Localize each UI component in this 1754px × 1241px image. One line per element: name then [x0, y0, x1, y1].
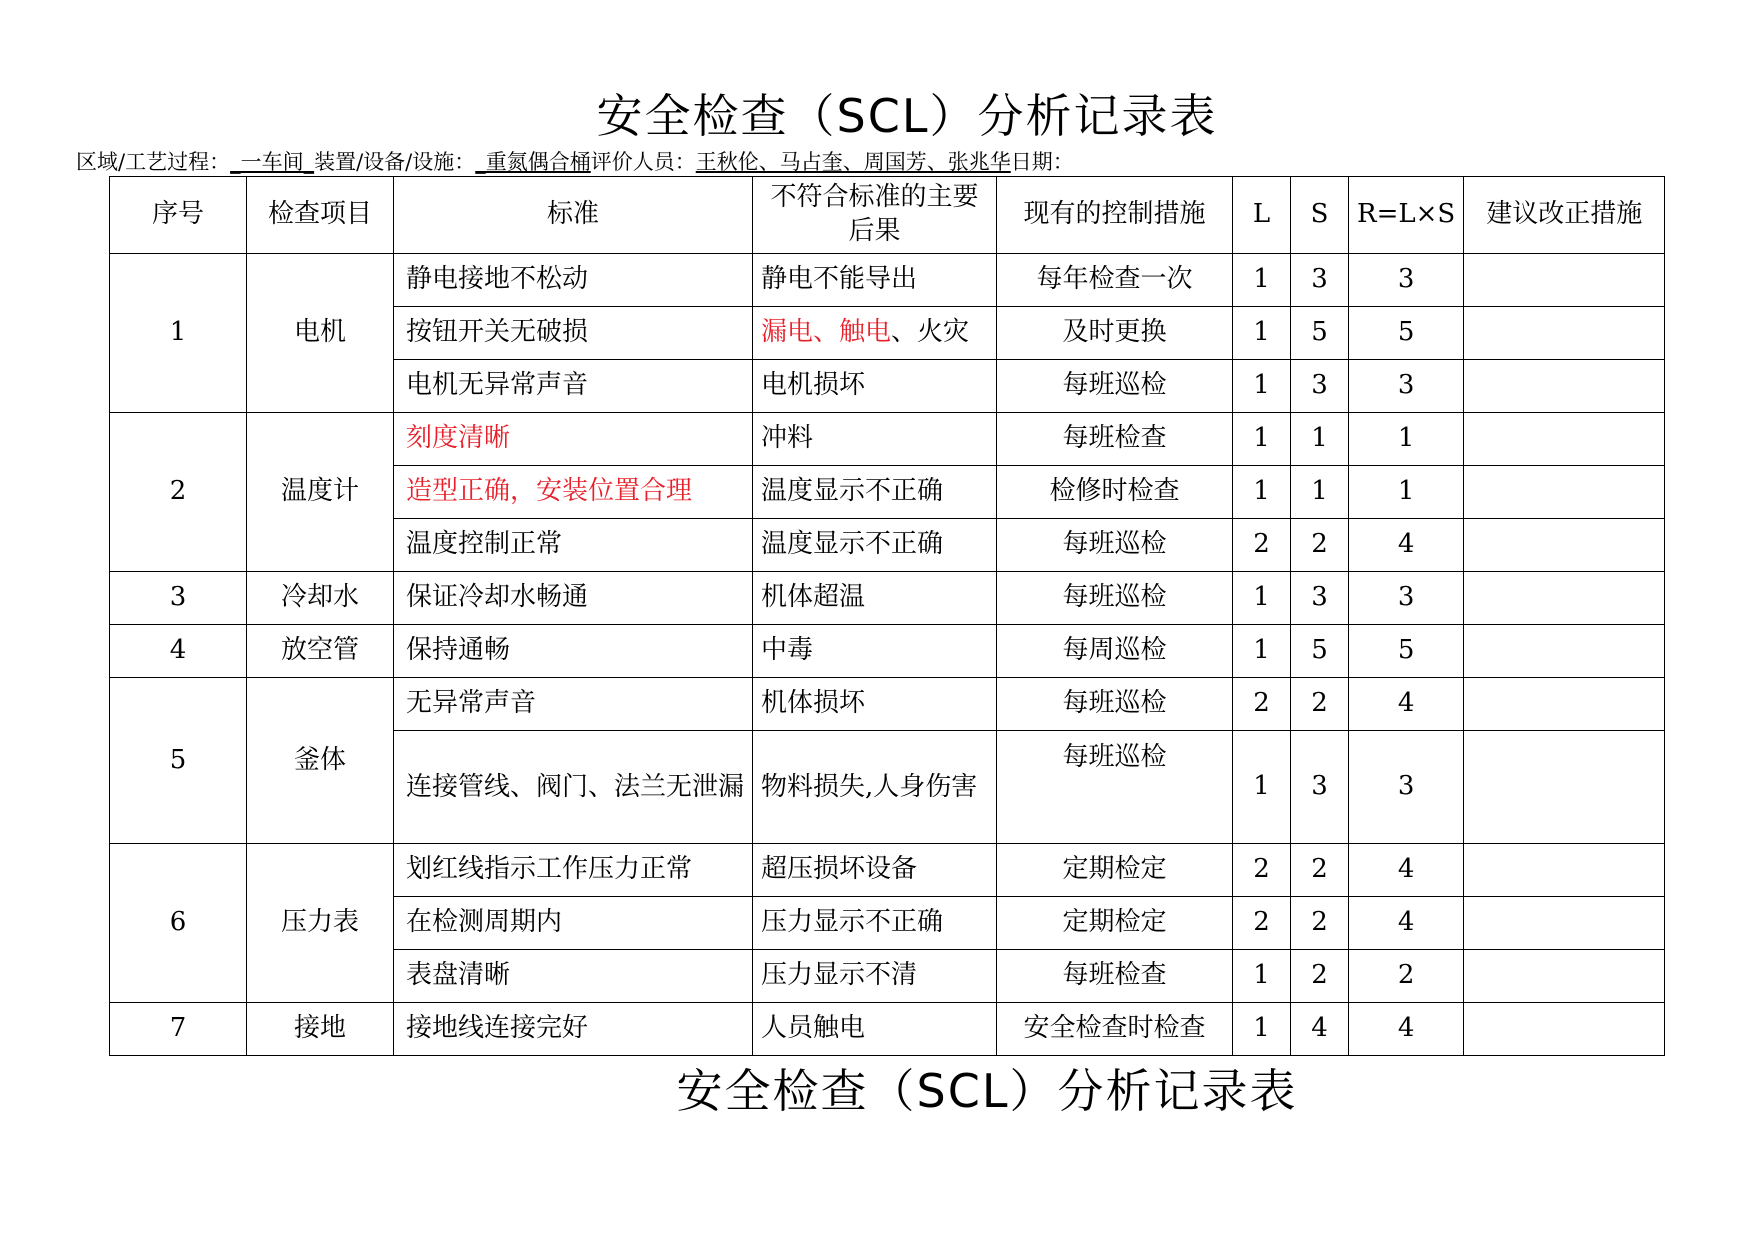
- row-s: 1: [1291, 413, 1349, 466]
- table-row: [110, 678, 1665, 731]
- row-consequence: 物料损失,人身伤害: [753, 731, 997, 844]
- table-row: [110, 844, 1665, 897]
- row-standard: 造型正确，安装位置合理: [394, 466, 753, 519]
- row-standard: 保持通畅: [394, 625, 753, 678]
- row-suggest: [1464, 1003, 1665, 1056]
- row-control: 每班巡检: [997, 519, 1233, 572]
- row-l: 1: [1233, 307, 1291, 360]
- row-suggest: [1464, 625, 1665, 678]
- row-item: 压力表: [247, 844, 394, 1003]
- row-s: 3: [1291, 731, 1349, 844]
- row-r: 5: [1349, 307, 1464, 360]
- row-s: 2: [1291, 519, 1349, 572]
- row-suggest: [1464, 360, 1665, 413]
- row-consequence: 中毒: [753, 625, 997, 678]
- row-consequence: 人员触电: [753, 1003, 997, 1056]
- row-no: 5: [110, 678, 247, 844]
- header-r: R=L×S: [1349, 177, 1464, 254]
- row-s: 2: [1291, 678, 1349, 731]
- row-consequence: 机体超温: [753, 572, 997, 625]
- row-control: 检修时检查: [997, 466, 1233, 519]
- row-s: 3: [1291, 360, 1349, 413]
- row-r: 1: [1349, 466, 1464, 519]
- area-value: _一车间_: [230, 150, 315, 174]
- header-consequence: 不符合标准的主要后果: [753, 177, 997, 254]
- table-row: [110, 413, 1665, 466]
- area-label: 区域/工艺过程：: [76, 150, 231, 174]
- row-s: 5: [1291, 307, 1349, 360]
- row-control: 每班巡检: [997, 731, 1233, 844]
- row-item: 放空管: [247, 625, 394, 678]
- row-l: 1: [1233, 731, 1291, 844]
- row-l: 2: [1233, 519, 1291, 572]
- row-r: 4: [1349, 844, 1464, 897]
- table-row: [110, 572, 1665, 625]
- row-standard: 温度控制正常: [394, 519, 753, 572]
- row-no: 1: [110, 254, 247, 413]
- row-control: 每班巡检: [997, 678, 1233, 731]
- consequence-rest: 、火灾: [891, 317, 970, 348]
- row-no: 2: [110, 413, 247, 572]
- row-standard: 接地线连接完好: [394, 1003, 753, 1056]
- row-r: 4: [1349, 678, 1464, 731]
- row-control: 定期检定: [997, 897, 1233, 950]
- row-item: 釜体: [247, 678, 394, 844]
- row-item: 冷却水: [247, 572, 394, 625]
- row-r: 1: [1349, 413, 1464, 466]
- header-l: L: [1233, 177, 1291, 254]
- row-suggest: [1464, 307, 1665, 360]
- row-r: 4: [1349, 1003, 1464, 1056]
- row-control: 每班巡检: [997, 360, 1233, 413]
- row-l: 1: [1233, 950, 1291, 1003]
- header-suggest: 建议改正措施: [1464, 177, 1665, 254]
- row-r: 3: [1349, 360, 1464, 413]
- form-meta: [76, 146, 1074, 176]
- row-r: 4: [1349, 897, 1464, 950]
- repeated-title: 安全检查（SCL）分析记录表: [676, 1064, 1298, 1118]
- header-no: 序号: [110, 177, 247, 254]
- row-suggest: [1464, 413, 1665, 466]
- row-consequence: 压力显示不正确: [753, 897, 997, 950]
- row-s: 1: [1291, 466, 1349, 519]
- header-control: 现有的控制措施: [997, 177, 1233, 254]
- row-standard: 按钮开关无破损: [394, 307, 753, 360]
- header-s: S: [1291, 177, 1349, 254]
- row-standard: 连接管线、阀门、法兰无泄漏: [394, 731, 753, 844]
- row-s: 3: [1291, 572, 1349, 625]
- row-standard: 无异常声音: [394, 678, 753, 731]
- row-control: 每班检查: [997, 950, 1233, 1003]
- row-consequence: 压力显示不清: [753, 950, 997, 1003]
- evaluator-value: 王秋伦、马占奎、周国芳、张兆华: [695, 150, 1011, 174]
- row-control: 每班巡检: [997, 572, 1233, 625]
- row-r: 3: [1349, 254, 1464, 307]
- row-item: 接地: [247, 1003, 394, 1056]
- row-standard: 保证冷却水畅通: [394, 572, 753, 625]
- row-s: 2: [1291, 844, 1349, 897]
- row-consequence: 静电不能导出: [753, 254, 997, 307]
- header-standard: 标准: [394, 177, 753, 254]
- row-suggest: [1464, 572, 1665, 625]
- row-l: 1: [1233, 625, 1291, 678]
- table-header-row: [110, 177, 1665, 254]
- row-l: 1: [1233, 1003, 1291, 1056]
- row-suggest: [1464, 731, 1665, 844]
- row-suggest: [1464, 678, 1665, 731]
- row-suggest: [1464, 519, 1665, 572]
- row-control: 每周巡检: [997, 625, 1233, 678]
- row-l: 1: [1233, 413, 1291, 466]
- row-no: 4: [110, 625, 247, 678]
- row-standard: 电机无异常声音: [394, 360, 753, 413]
- row-consequence: 冲料: [753, 413, 997, 466]
- row-r: 3: [1349, 731, 1464, 844]
- row-consequence: 温度显示不正确: [753, 519, 997, 572]
- row-r: 2: [1349, 950, 1464, 1003]
- row-r: 3: [1349, 572, 1464, 625]
- row-consequence: [753, 307, 997, 360]
- table-row: [110, 625, 1665, 678]
- row-item: 电机: [247, 254, 394, 413]
- row-l: 1: [1233, 572, 1291, 625]
- row-standard: 在检测周期内: [394, 897, 753, 950]
- row-consequence: 电机损坏: [753, 360, 997, 413]
- row-l: 1: [1233, 466, 1291, 519]
- row-no: 7: [110, 1003, 247, 1056]
- row-s: 2: [1291, 897, 1349, 950]
- header-item: 检查项目: [247, 177, 394, 254]
- row-item: 温度计: [247, 413, 394, 572]
- row-l: 1: [1233, 360, 1291, 413]
- row-standard: 表盘清晰: [394, 950, 753, 1003]
- page-title: 安全检查（SCL）分析记录表: [596, 89, 1218, 143]
- row-control: 每年检查一次: [997, 254, 1233, 307]
- evaluator-label: 评价人员：: [590, 150, 696, 174]
- row-s: 5: [1291, 625, 1349, 678]
- row-r: 4: [1349, 519, 1464, 572]
- row-suggest: [1464, 466, 1665, 519]
- row-suggest: [1464, 844, 1665, 897]
- table-row: [110, 1003, 1665, 1056]
- row-s: 3: [1291, 254, 1349, 307]
- row-s: 4: [1291, 1003, 1349, 1056]
- row-control: 定期检定: [997, 844, 1233, 897]
- row-s: 2: [1291, 950, 1349, 1003]
- row-r: 5: [1349, 625, 1464, 678]
- row-consequence: 超压损坏设备: [753, 844, 997, 897]
- row-control: 及时更换: [997, 307, 1233, 360]
- row-standard: 划红线指示工作压力正常: [394, 844, 753, 897]
- table-row: [110, 254, 1665, 307]
- row-suggest: [1464, 254, 1665, 307]
- row-l: 2: [1233, 678, 1291, 731]
- row-control: 每班检查: [997, 413, 1233, 466]
- row-consequence: 温度显示不正确: [753, 466, 997, 519]
- scl-table: [109, 176, 1665, 1056]
- device-label: 装置/设备/设施：: [314, 150, 476, 174]
- device-value: _重氮偶合桶: [475, 150, 591, 174]
- row-standard: 刻度清晰: [394, 413, 753, 466]
- row-control: 安全检查时检查: [997, 1003, 1233, 1056]
- date-label: 日期：: [1010, 150, 1074, 174]
- row-consequence: 机体损坏: [753, 678, 997, 731]
- row-suggest: [1464, 897, 1665, 950]
- row-no: 6: [110, 844, 247, 1003]
- row-no: 3: [110, 572, 247, 625]
- row-l: 2: [1233, 844, 1291, 897]
- row-suggest: [1464, 950, 1665, 1003]
- row-l: 2: [1233, 897, 1291, 950]
- consequence-highlight: 漏电、触电: [761, 317, 892, 348]
- row-l: 1: [1233, 254, 1291, 307]
- row-standard: 静电接地不松动: [394, 254, 753, 307]
